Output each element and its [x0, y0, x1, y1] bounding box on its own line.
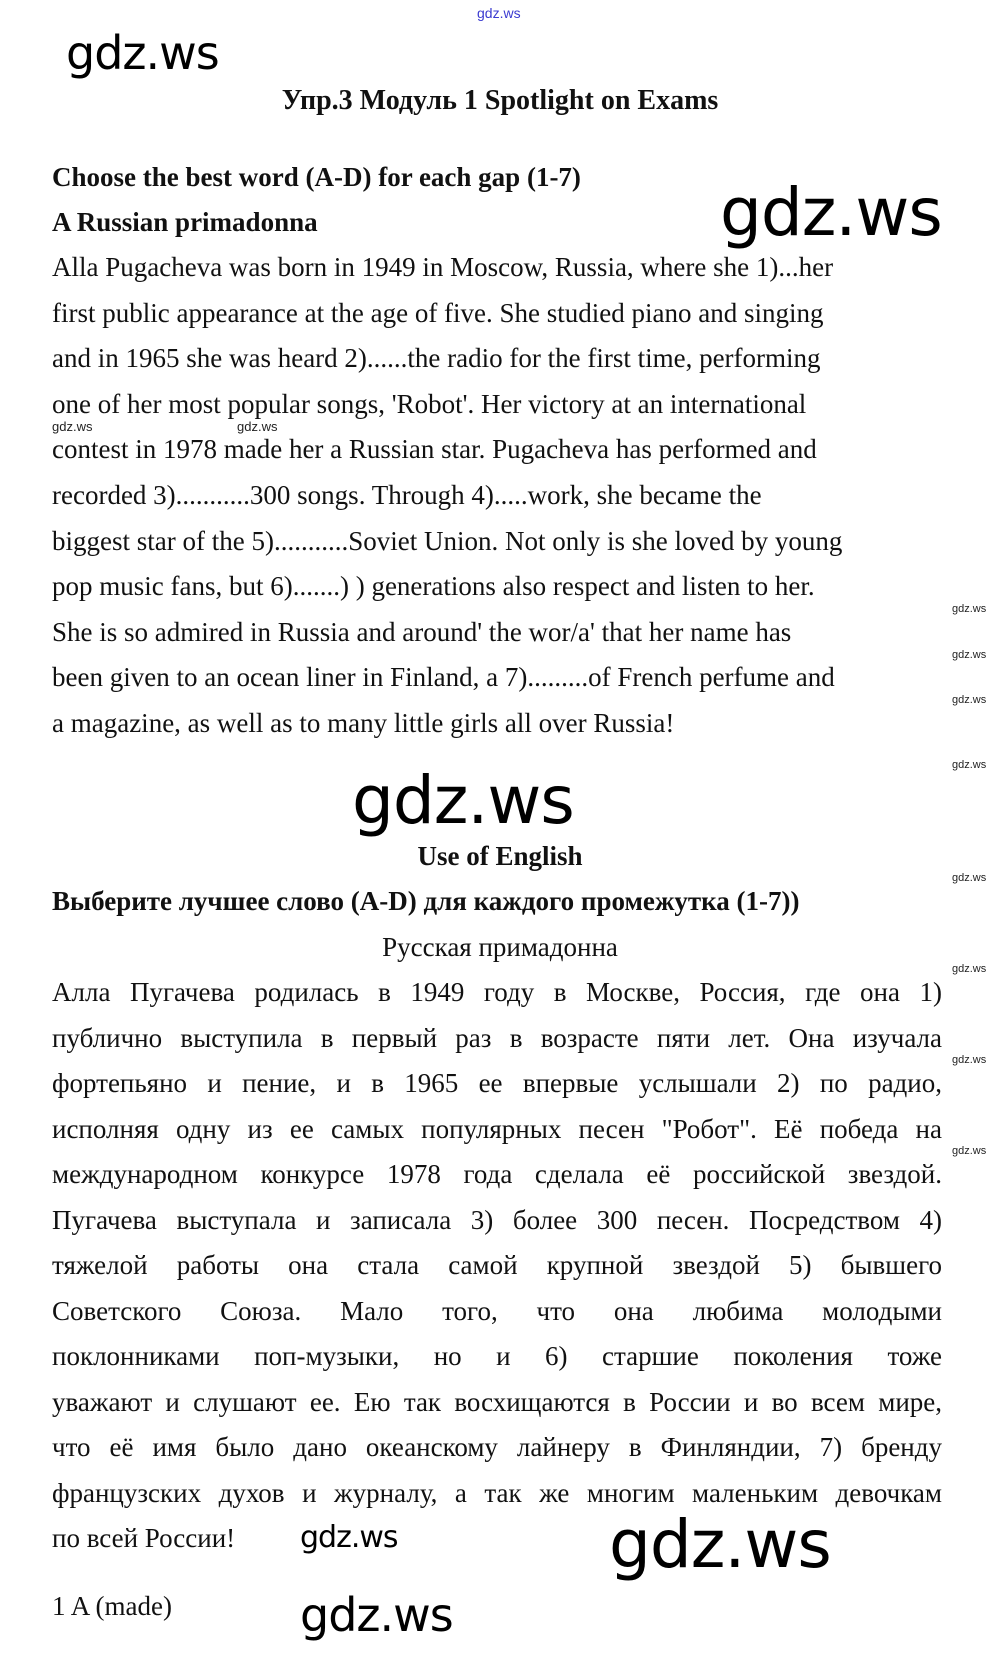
text-line: поклонниками поп-музыки, но и 6) старшие поколения тоже [52, 1341, 942, 1371]
section-title: Use of English [417, 841, 583, 871]
watermark-small: gdz.ws [952, 649, 987, 661]
watermark: gdz.ws [300, 1588, 453, 1642]
text-line: pop music fans, but 6).......) ) generations also respect and listen to her. [52, 571, 815, 601]
text-line: She is so admired in Russia and around' the wor/a' that her name has [52, 617, 792, 647]
watermark-small: gdz.ws [52, 419, 93, 434]
watermark-small: gdz.ws [952, 872, 987, 884]
text-line: исполняя одну из ее самых популярных песен "Робот". Её победа на [52, 1114, 942, 1144]
text-line: contest in 1978 made her a Russian star. Pugacheva has performed and [52, 434, 817, 464]
text-line: Алла Пугачева родилась в 1949 году в Москве, Россия, где она 1) [52, 977, 942, 1007]
text-line: по всей России! [52, 1523, 236, 1553]
watermark: gdz.ws [720, 174, 942, 251]
watermark-small: gdz.ws [952, 603, 987, 615]
text-line: Советского Союза. Мало того, что она любима молодыми [52, 1296, 942, 1326]
page-title: Упр.3 Модуль 1 Spotlight on Exams [281, 85, 719, 116]
text-line: recorded 3)...........300 songs. Through 4).....work, she became the [52, 480, 762, 510]
text-line: международном конкурсе 1978 года сделала её российской звездой. [52, 1159, 942, 1189]
text-line: first public appearance at the age of five. She studied piano and singing [52, 298, 824, 328]
text-line: a magazine, as well as to many little girls all over Russia! [52, 708, 675, 738]
english-heading: A Russian primadonna [52, 207, 318, 237]
watermark: gdz.ws [609, 1506, 831, 1583]
text-line: Пугачева выступала и записала 3) более 300 песен. Посредством 4) [52, 1205, 942, 1235]
text-line: тяжелой работы она стала самой крупной звездой 5) бывшего [52, 1250, 942, 1280]
russian-instruction: Выберите лучшее слово (A-D) для каждого промежутка (1-7)) [52, 886, 800, 916]
text-line: что её имя было дано океанскому лайнеру в Финляндии, 7) бренду [52, 1432, 942, 1462]
watermark-top[interactable]: gdz.ws [477, 5, 521, 21]
text-line: been given to an ocean liner in Finland, a 7).........of French perfume and [52, 662, 835, 692]
watermark: gdz.ws [300, 1520, 398, 1555]
english-instruction: Choose the best word (A-D) for each gap (1-7) [52, 162, 581, 192]
watermark-small: gdz.ws [952, 694, 987, 706]
answer: 1 A (made) [52, 1591, 172, 1621]
watermark-small: gdz.ws [952, 759, 987, 771]
text-line: французских духов и журналу, а так же многим маленьким девочкам [52, 1478, 942, 1508]
watermark: gdz.ws [352, 762, 574, 839]
watermark: gdz.ws [66, 26, 219, 80]
watermark-small: gdz.ws [952, 1145, 987, 1157]
watermark-small: gdz.ws [237, 419, 278, 434]
text-line: фортепьяно и пение, и в 1965 ее впервые услышали 2) по радио, [52, 1068, 942, 1098]
text-line: and in 1965 she was heard 2)......the radio for the first time, performing [52, 343, 821, 373]
text-line: Alla Pugacheva was born in 1949 in Moscow, Russia, where she 1)...her [52, 252, 834, 282]
russian-heading: Русская примадонна [382, 932, 618, 962]
watermark-small: gdz.ws [952, 1054, 987, 1066]
text-line: публично выступила в первый раз в возрасте пяти лет. Она изучала [52, 1023, 942, 1053]
text-line: уважают и слушают ее. Ею так восхищаются в России и во всем мире, [52, 1387, 942, 1417]
text-line: one of her most popular songs, 'Robot'. Her victory at an international [52, 389, 807, 419]
text-line: biggest star of the 5)...........Soviet Union. Not only is she loved by young [52, 526, 843, 556]
watermark-small: gdz.ws [952, 963, 987, 975]
